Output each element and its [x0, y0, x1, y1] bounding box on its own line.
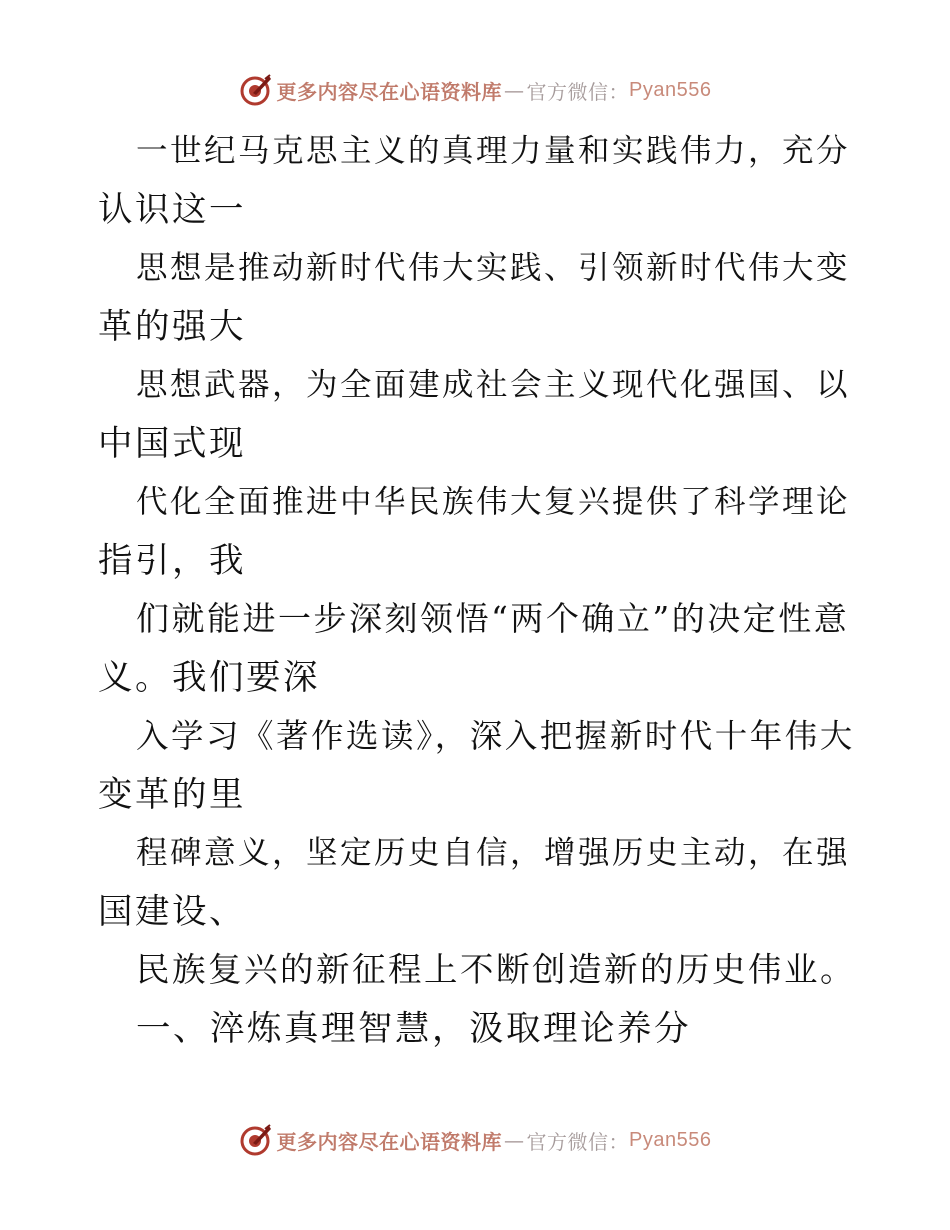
- text-line: 认识这一: [98, 189, 246, 230]
- header-watermark: [0, 70, 950, 110]
- footer-watermark: [0, 1120, 950, 1160]
- text-line: 思想武器，为全面建成社会主义现代化强国、以: [136, 367, 851, 403]
- text-line: 民族复兴的新征程上不断创造新的历史伟业。: [136, 950, 856, 989]
- text-line: 思想是推动新时代伟大实践、引领新时代伟大变: [136, 250, 851, 286]
- watermark-text: 更多内容尽在心语资料库: [276, 1129, 503, 1154]
- text-line: 一世纪马克思主义的真理力量和实践伟力，充分: [136, 133, 851, 169]
- watermark-wechat-label: 官方微信：: [526, 79, 630, 104]
- text-line: 义。我们要深: [98, 657, 320, 698]
- text-line: 中国式现: [98, 423, 246, 464]
- watermark-wechat-id: Pyan556: [629, 78, 712, 101]
- text-line: 国建设、: [98, 891, 246, 932]
- watermark-wechat-label: 官方微信：: [526, 1129, 630, 1154]
- text-line: 入学习《著作选读》，深入把握新时代十年伟大: [136, 717, 855, 755]
- watermark-separator: —: [504, 1128, 525, 1152]
- text-line: 程碑意义，坚定历史自信，增强历史主动，在强: [136, 835, 851, 871]
- quill-logo-icon: [239, 73, 273, 107]
- section-heading: 一、淬炼真理智慧，汲取理论养分: [136, 1008, 691, 1049]
- text-line: 指引，我: [98, 540, 246, 581]
- watermark-separator: —: [504, 78, 525, 102]
- quill-logo-icon: [239, 1123, 273, 1157]
- watermark-wechat-id: Pyan556: [629, 1128, 712, 1151]
- text-line: 们就能进一步深刻领悟“两个确立”的决定性意: [136, 599, 850, 638]
- text-line: 变革的里: [98, 774, 246, 815]
- text-line: 革的强大: [98, 306, 246, 347]
- watermark-text: 更多内容尽在心语资料库: [276, 79, 503, 104]
- document-body: [98, 122, 858, 1058]
- text-line: 代化全面推进中华民族伟大复兴提供了科学理论: [136, 484, 851, 520]
